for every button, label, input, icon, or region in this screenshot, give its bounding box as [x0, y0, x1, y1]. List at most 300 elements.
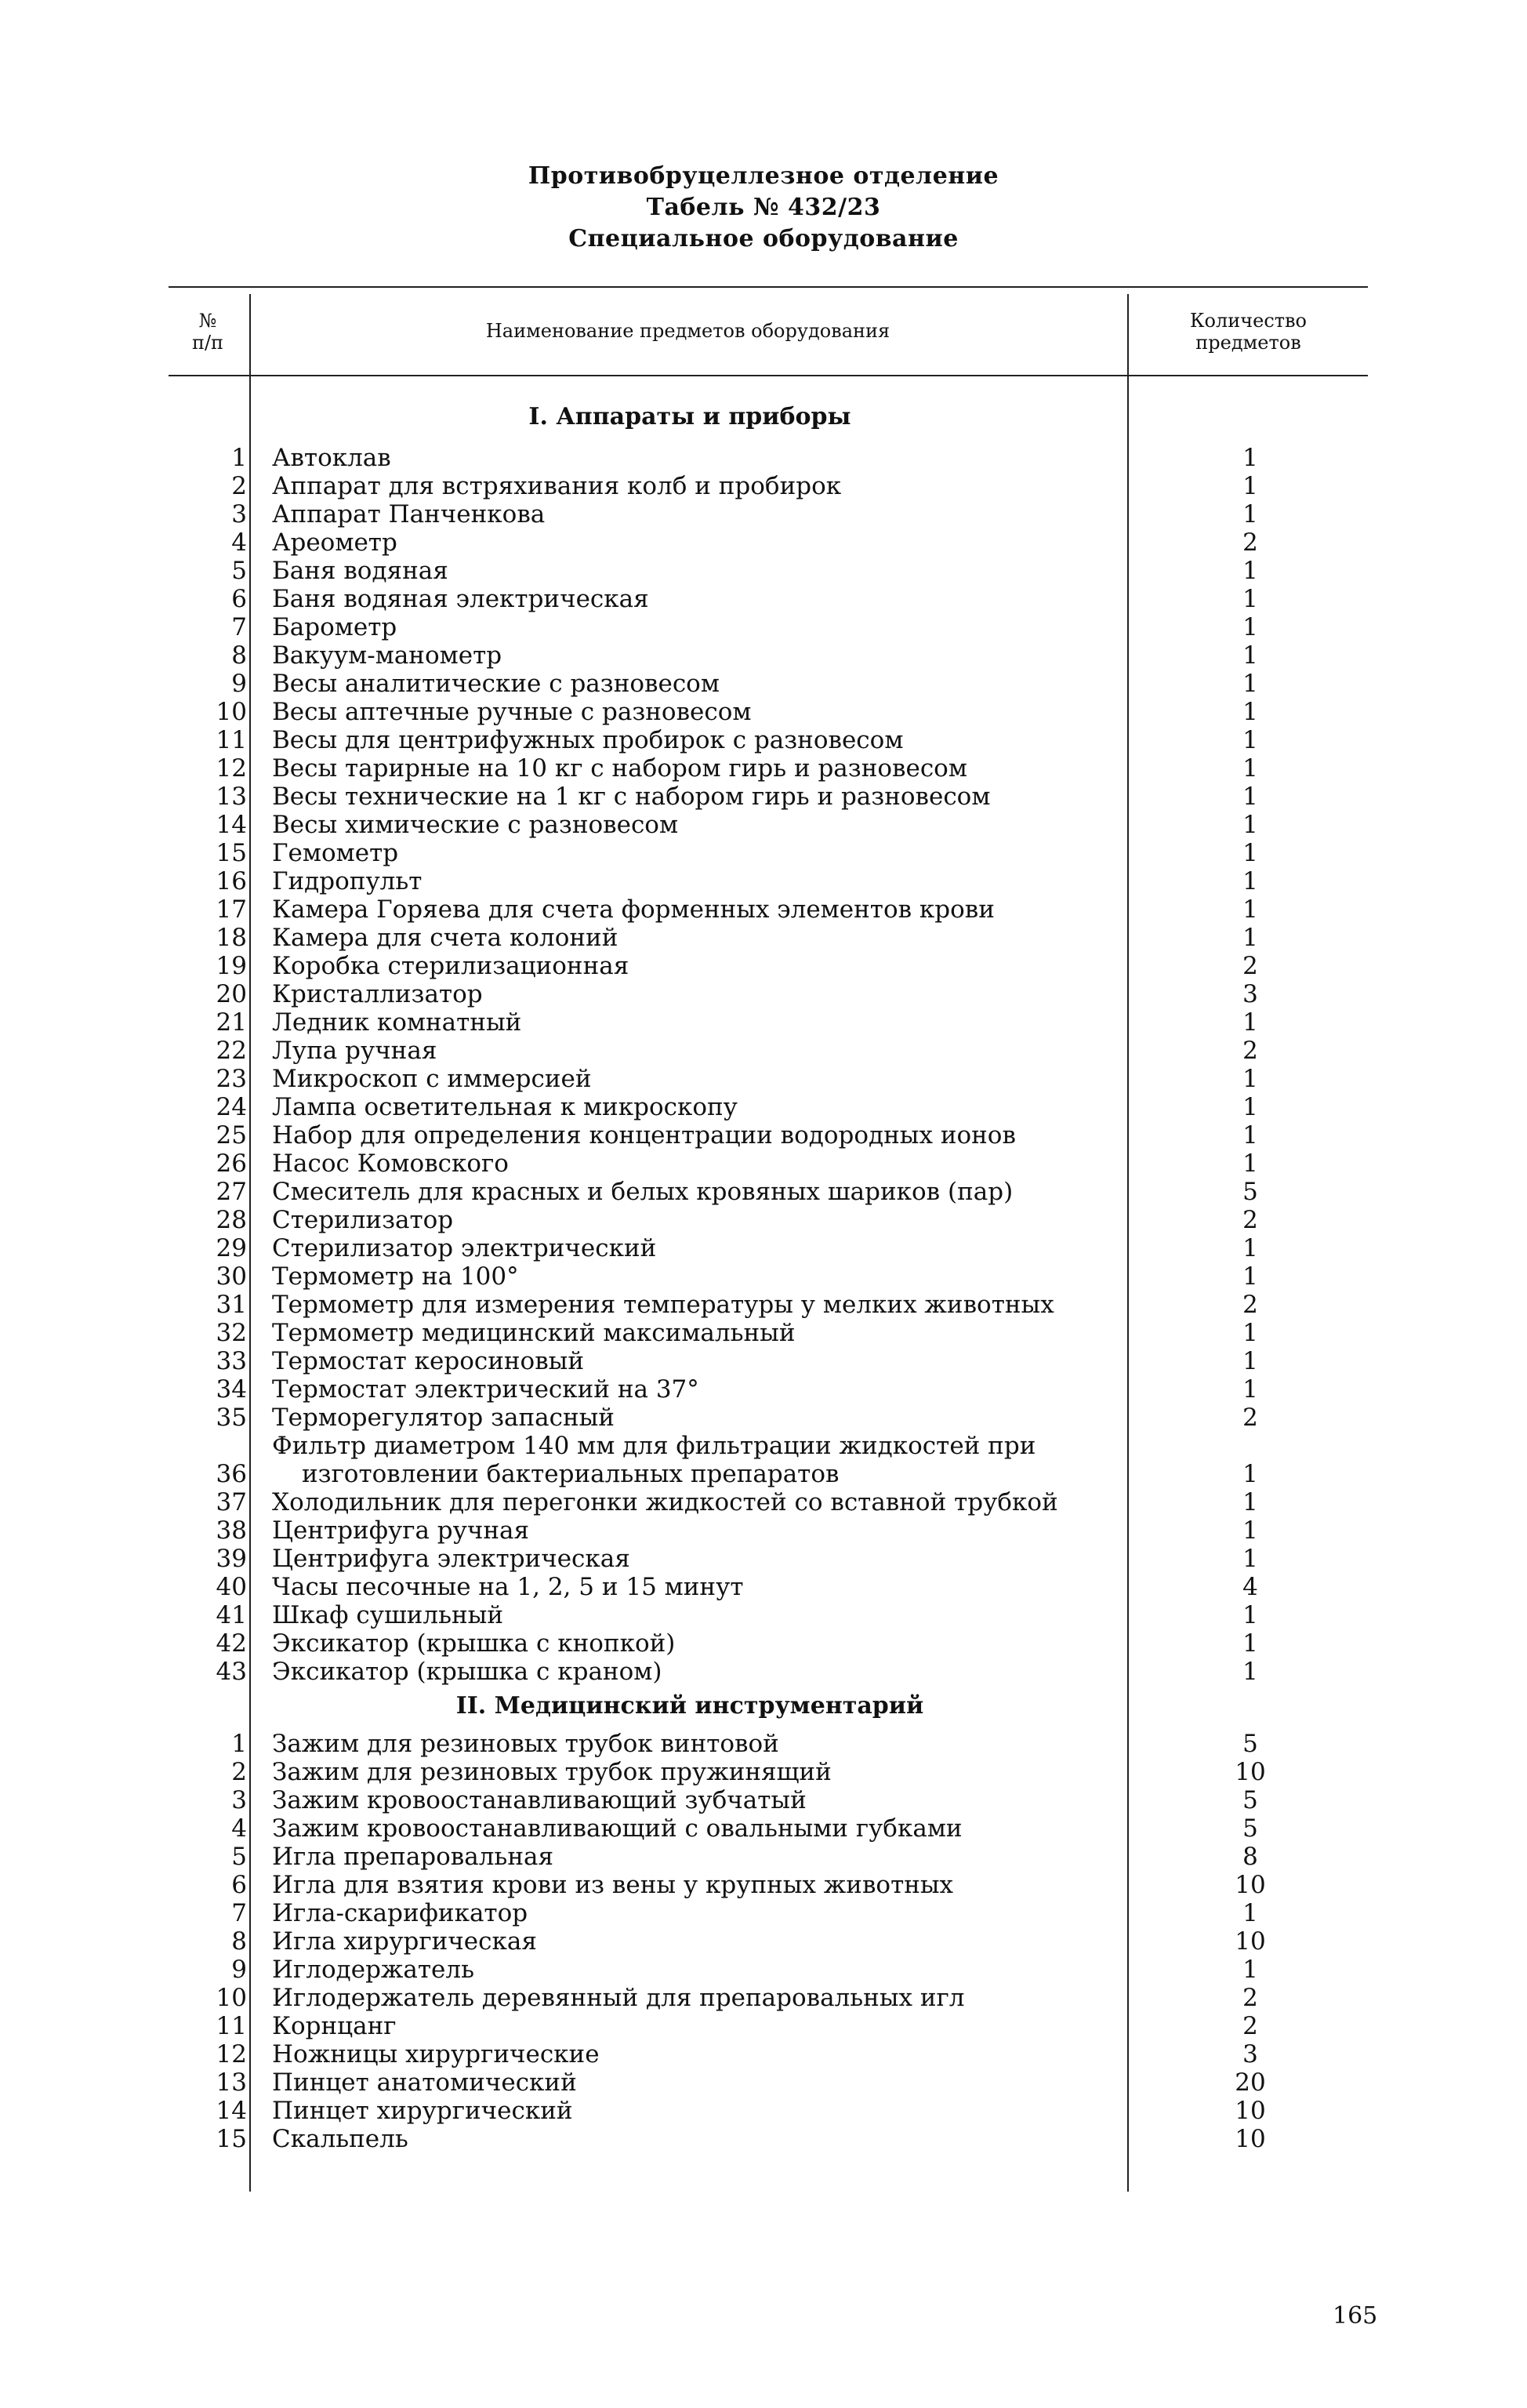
item-name — [272, 444, 1119, 472]
row-number: 2 — [231, 1758, 247, 1786]
item-quantity: 10 — [1235, 1927, 1266, 1956]
item-name-text: Зажим для резиновых трубок винтовой — [272, 1730, 784, 1758]
section-title-apparatus: I. Аппараты и приборы — [528, 403, 851, 430]
item-name-text: Терморегулятор запасный — [272, 1404, 619, 1432]
row-number: 10 — [216, 1984, 247, 2012]
item-name-text: Автоклав — [272, 444, 396, 472]
row-number: 20 — [216, 980, 247, 1008]
table-subject: Специальное оборудование — [568, 225, 959, 252]
item-name-text: Набор для определения концентрации водородных ионов — [272, 1121, 1021, 1150]
item-name — [272, 1758, 1119, 1786]
item-quantity: 2 — [1242, 1984, 1258, 2012]
item-name — [272, 1658, 1119, 1686]
item-name-text: Зажим кровоостанавливающий с овальными губками — [272, 1814, 967, 1843]
item-name-text: Весы аптечные ручные с разновесом — [272, 698, 756, 726]
item-quantity: 1 — [1242, 726, 1258, 754]
item-quantity: 1 — [1242, 1319, 1258, 1347]
item-name-text: Холодильник для перегонки жидкостей со вставной трубкой — [272, 1488, 1063, 1516]
row-number: 3 — [231, 1786, 247, 1814]
item-name-text: Термометр медицинский максимальный — [272, 1319, 800, 1347]
row-number: 35 — [216, 1404, 247, 1432]
item-name — [272, 500, 1119, 528]
item-name — [272, 1432, 1119, 1488]
table-row — [169, 867, 1368, 895]
item-quantity: 1 — [1242, 1347, 1258, 1375]
item-quantity: 1 — [1242, 670, 1258, 698]
item-name-text: Лупа ручная — [272, 1037, 441, 1065]
row-number: 43 — [216, 1658, 247, 1686]
table-row — [169, 1319, 1368, 1347]
item-name — [272, 1488, 1119, 1516]
item-name-text: Камера Горяева для счета форменных элементов крови — [272, 895, 999, 924]
item-name-text: Фильтр диаметром 140 мм для фильтрации жидкостей при — [272, 1432, 1040, 1460]
item-quantity: 1 — [1242, 613, 1258, 641]
item-quantity: 5 — [1242, 1730, 1258, 1758]
item-name — [272, 1121, 1119, 1150]
item-quantity: 1 — [1242, 1545, 1258, 1573]
table-row — [169, 1291, 1368, 1319]
department-title: Противобруцеллезное отделение — [528, 162, 999, 190]
item-name — [272, 557, 1119, 585]
item-name-text: Аппарат для встряхивания колб и пробирок — [272, 472, 846, 500]
item-name — [272, 1516, 1119, 1545]
row-number: 18 — [216, 924, 247, 952]
table-row — [169, 839, 1368, 867]
table-row — [169, 585, 1368, 613]
row-number: 19 — [216, 952, 247, 980]
table-row — [169, 924, 1368, 952]
item-name — [272, 1178, 1119, 1206]
row-number: 1 — [231, 1730, 247, 1758]
column-header-quantity — [1129, 310, 1368, 354]
item-name-text: Термометр на 100° — [272, 1262, 524, 1291]
row-number: 23 — [216, 1065, 247, 1093]
item-name-text: Пинцет хирургический — [272, 2097, 578, 2125]
row-number: 2 — [231, 472, 247, 500]
item-quantity: 20 — [1235, 2068, 1266, 2097]
item-name-text: Смеситель для красных и белых кровяных шариков (пар) — [272, 1178, 1017, 1206]
item-quantity: 4 — [1242, 1573, 1258, 1601]
item-name-text: Камера для счета колоний — [272, 924, 622, 952]
table-row — [169, 1065, 1368, 1093]
item-name — [272, 952, 1119, 980]
item-name — [272, 1601, 1119, 1629]
item-quantity: 1 — [1242, 1121, 1258, 1150]
item-name — [272, 1814, 1119, 1843]
table-row — [169, 1786, 1368, 1814]
item-name — [272, 924, 1119, 952]
item-name — [272, 1786, 1119, 1814]
row-number: 41 — [216, 1601, 247, 1629]
table-row — [169, 2068, 1368, 2097]
item-quantity: 5 — [1242, 1786, 1258, 1814]
item-quantity: 1 — [1242, 811, 1258, 839]
item-name — [272, 2040, 1119, 2068]
table-row — [169, 1150, 1368, 1178]
row-number: 15 — [216, 2125, 247, 2153]
item-quantity: 1 — [1242, 867, 1258, 895]
item-name-text: Игла препаровальная — [272, 1843, 558, 1871]
table-row — [169, 1927, 1368, 1956]
item-quantity: 1 — [1242, 754, 1258, 783]
item-quantity: 10 — [1235, 2125, 1266, 2153]
table-row — [169, 1375, 1368, 1404]
item-quantity: 2 — [1242, 1206, 1258, 1234]
page-number: 165 — [1333, 2302, 1378, 2330]
item-name-text: Весы аналитические с разновесом — [272, 670, 724, 698]
row-number: 12 — [216, 754, 247, 783]
table-row — [169, 1234, 1368, 1262]
item-name — [272, 1573, 1119, 1601]
item-name — [272, 1291, 1119, 1319]
item-name — [272, 1206, 1119, 1234]
table-row — [169, 698, 1368, 726]
row-number: 42 — [216, 1629, 247, 1658]
row-number: 38 — [216, 1516, 247, 1545]
table-row — [169, 1121, 1368, 1150]
item-name — [272, 1093, 1119, 1121]
item-name-text: Гидропульт — [272, 867, 426, 895]
item-name-text: Вакуум-манометр — [272, 641, 506, 670]
item-name-text: Зажим кровоостанавливающий зубчатый — [272, 1786, 811, 1814]
item-name — [272, 2125, 1119, 2153]
item-quantity: 5 — [1242, 1814, 1258, 1843]
item-name — [272, 1375, 1119, 1404]
instruments-list — [169, 1730, 1368, 2153]
item-name-text: Весы химические с разновесом — [272, 811, 683, 839]
row-number: 40 — [216, 1573, 247, 1601]
row-number: 13 — [216, 2068, 247, 2097]
item-name-continuation: изготовлении бактериальных препаратов — [272, 1460, 1119, 1488]
row-number: 22 — [216, 1037, 247, 1065]
item-quantity: 1 — [1242, 1601, 1258, 1629]
table-row — [169, 1432, 1368, 1488]
table-row — [169, 1516, 1368, 1545]
item-name — [272, 1545, 1119, 1573]
item-name — [272, 1150, 1119, 1178]
table-row — [169, 1814, 1368, 1843]
row-number: 26 — [216, 1150, 247, 1178]
item-quantity: 1 — [1242, 444, 1258, 472]
row-number: 6 — [231, 585, 247, 613]
item-name-text: Гемометр — [272, 839, 403, 867]
table-row — [169, 895, 1368, 924]
row-number: 5 — [231, 557, 247, 585]
row-number: 14 — [216, 2097, 247, 2125]
item-name-text: Эксикатор (крышка с кнопкой) — [272, 1629, 680, 1658]
item-name — [272, 726, 1119, 754]
item-name-text: Ледник комнатный — [272, 1008, 526, 1037]
row-number: 13 — [216, 783, 247, 811]
item-quantity: 1 — [1242, 1956, 1258, 1984]
row-number: 14 — [216, 811, 247, 839]
item-name — [272, 528, 1119, 557]
item-name — [272, 670, 1119, 698]
row-number: 17 — [216, 895, 247, 924]
row-number: 4 — [231, 528, 247, 557]
item-name — [272, 472, 1119, 500]
row-number: 33 — [216, 1347, 247, 1375]
item-name — [272, 1927, 1119, 1956]
item-name — [272, 698, 1119, 726]
item-quantity: 2 — [1242, 952, 1258, 980]
table-row — [169, 811, 1368, 839]
item-quantity: 1 — [1242, 1065, 1258, 1093]
item-name-text: Аппарат Панченкова — [272, 500, 550, 528]
column-header-number-symbol: № — [198, 310, 217, 332]
item-name — [272, 754, 1119, 783]
item-name-text: Весы тарирные на 10 кг с набором гирь и разновесом — [272, 754, 972, 783]
item-name-text: Стерилизатор электрический — [272, 1234, 661, 1262]
table-row — [169, 1899, 1368, 1927]
item-name — [272, 1008, 1119, 1037]
table-row — [169, 1093, 1368, 1121]
table-row — [169, 726, 1368, 754]
row-number: 34 — [216, 1375, 247, 1404]
item-name — [272, 1404, 1119, 1432]
item-name-text: Насос Комовского — [272, 1150, 513, 1178]
item-quantity: 1 — [1242, 1899, 1258, 1927]
table-row — [169, 670, 1368, 698]
item-name-text: Коробка стерилизационная — [272, 952, 633, 980]
item-quantity: 1 — [1242, 698, 1258, 726]
top-rule — [169, 286, 1368, 288]
table-row — [169, 500, 1368, 528]
table-row — [169, 1008, 1368, 1037]
item-name — [272, 1956, 1119, 1984]
item-name-text: Ножницы хирургические — [272, 2040, 604, 2068]
item-name — [272, 1843, 1119, 1871]
item-name-text: Ареометр — [272, 528, 402, 557]
item-name — [272, 1730, 1119, 1758]
item-name-text: Лампа осветительная к микроскопу — [272, 1093, 742, 1121]
item-name — [272, 895, 1119, 924]
item-quantity: 1 — [1242, 557, 1258, 585]
item-name-text: Корнцанг — [272, 2012, 401, 2040]
item-name — [272, 811, 1119, 839]
table-row — [169, 1347, 1368, 1375]
row-number: 7 — [231, 613, 247, 641]
row-number: 30 — [216, 1262, 247, 1291]
row-number: 15 — [216, 839, 247, 867]
item-name-text: Центрифуга электрическая — [272, 1545, 635, 1573]
table-row — [169, 754, 1368, 783]
row-number: 5 — [231, 1843, 247, 1871]
table-row — [169, 1206, 1368, 1234]
row-number: 28 — [216, 1206, 247, 1234]
table-row — [169, 1658, 1368, 1686]
row-number: 11 — [216, 2012, 247, 2040]
row-number: 29 — [216, 1234, 247, 1262]
table-row — [169, 1871, 1368, 1899]
row-number: 8 — [231, 641, 247, 670]
item-quantity: 1 — [1242, 1234, 1258, 1262]
item-name-text: Игла для взятия крови из вены у крупных животных — [272, 1871, 958, 1899]
row-number: 31 — [216, 1291, 247, 1319]
item-quantity: 8 — [1242, 1843, 1258, 1871]
item-name — [272, 1871, 1119, 1899]
item-name-text: Баня водяная — [272, 557, 453, 585]
item-name-text: Термостат керосиновый — [272, 1347, 589, 1375]
item-name-text: Игла-скарификатор — [272, 1899, 532, 1927]
row-number: 3 — [231, 500, 247, 528]
item-name-text: Кристаллизатор — [272, 980, 488, 1008]
item-quantity: 1 — [1242, 783, 1258, 811]
row-number: 10 — [216, 698, 247, 726]
item-name-text: Пинцет анатомический — [272, 2068, 582, 2097]
item-quantity: 1 — [1242, 1150, 1258, 1178]
item-name-text: Игла хирургическая — [272, 1927, 542, 1956]
item-name — [272, 1037, 1119, 1065]
row-number: 16 — [216, 867, 247, 895]
item-quantity: 1 — [1242, 1658, 1258, 1686]
item-name-text: Зажим для резиновых трубок пружинящий — [272, 1758, 836, 1786]
column-header-quantity-line1: Количество — [1189, 310, 1307, 332]
row-number: 27 — [216, 1178, 247, 1206]
row-number: 39 — [216, 1545, 247, 1573]
row-number: 8 — [231, 1927, 247, 1956]
header-bottom-rule — [169, 375, 1368, 376]
item-name — [272, 613, 1119, 641]
row-number: 6 — [231, 1871, 247, 1899]
table-row — [169, 1758, 1368, 1786]
item-name-text: Весы технические на 1 кг с набором гирь и разновесом — [272, 783, 995, 811]
item-name — [272, 2068, 1119, 2097]
item-name-text: Эксикатор (крышка с краном) — [272, 1658, 666, 1686]
item-quantity: 1 — [1242, 1460, 1258, 1488]
item-name-text: Термостат электрический на 37° — [272, 1375, 704, 1404]
table-row — [169, 1629, 1368, 1658]
item-quantity: 1 — [1242, 1093, 1258, 1121]
table-row — [169, 2040, 1368, 2068]
apparatus-list — [169, 444, 1368, 1686]
row-number: 36 — [216, 1460, 247, 1488]
table-row — [169, 1404, 1368, 1432]
item-quantity: 3 — [1242, 2040, 1258, 2068]
table-row — [169, 1262, 1368, 1291]
column-header-number-abbr: п/п — [191, 332, 224, 354]
item-name — [272, 783, 1119, 811]
item-quantity: 2 — [1242, 1291, 1258, 1319]
table-row — [169, 952, 1368, 980]
item-quantity: 1 — [1242, 1516, 1258, 1545]
item-quantity: 5 — [1242, 1178, 1258, 1206]
item-quantity: 1 — [1242, 472, 1258, 500]
item-name — [272, 1899, 1119, 1927]
table-row — [169, 2125, 1368, 2153]
table-row — [169, 2012, 1368, 2040]
item-name — [272, 2012, 1119, 2040]
item-name — [272, 1984, 1119, 2012]
row-number: 32 — [216, 1319, 247, 1347]
item-name — [272, 1065, 1119, 1093]
table-row — [169, 980, 1368, 1008]
table-row — [169, 528, 1368, 557]
item-quantity: 2 — [1242, 528, 1258, 557]
item-name — [272, 585, 1119, 613]
table-row — [169, 472, 1368, 500]
item-quantity: 1 — [1242, 1008, 1258, 1037]
item-name — [272, 1262, 1119, 1291]
row-number: 21 — [216, 1008, 247, 1037]
table-row — [169, 2097, 1368, 2125]
item-quantity: 2 — [1242, 1037, 1258, 1065]
item-name-text: Иглодержатель деревянный для препаровальных игл — [272, 1984, 969, 2012]
column-header-quantity-line2: предметов — [1195, 332, 1301, 354]
row-number: 11 — [216, 726, 247, 754]
item-name — [272, 980, 1119, 1008]
item-name-text: Барометр — [272, 613, 401, 641]
item-quantity: 2 — [1242, 2012, 1258, 2040]
item-quantity: 3 — [1242, 980, 1258, 1008]
item-name-text: Центрифуга ручная — [272, 1516, 534, 1545]
item-quantity: 1 — [1242, 1629, 1258, 1658]
item-quantity: 1 — [1242, 1262, 1258, 1291]
item-name-text: Часы песочные на 1, 2, 5 и 15 минут — [272, 1573, 748, 1601]
column-header-number — [169, 310, 247, 354]
table-row — [169, 1984, 1368, 2012]
row-number: 4 — [231, 1814, 247, 1843]
table-row — [169, 613, 1368, 641]
item-quantity: 10 — [1235, 1871, 1266, 1899]
table-row — [169, 641, 1368, 670]
table-row — [169, 1178, 1368, 1206]
item-name — [272, 641, 1119, 670]
row-number: 9 — [231, 1956, 247, 1984]
table-row — [169, 783, 1368, 811]
item-quantity: 1 — [1242, 500, 1258, 528]
item-quantity: 1 — [1242, 1375, 1258, 1404]
item-quantity: 1 — [1242, 839, 1258, 867]
item-name — [272, 2097, 1119, 2125]
table-row — [169, 1730, 1368, 1758]
table-row — [169, 557, 1368, 585]
row-number: 37 — [216, 1488, 247, 1516]
row-number: 1 — [231, 444, 247, 472]
item-name-text: Скальпель — [272, 2125, 413, 2153]
table-row — [169, 1488, 1368, 1516]
item-quantity: 1 — [1242, 641, 1258, 670]
item-quantity: 10 — [1235, 1758, 1266, 1786]
row-number: 9 — [231, 670, 247, 698]
page-title-block — [0, 161, 1527, 255]
item-name-text: Термометр для измерения температуры у мелких животных — [272, 1291, 1059, 1319]
table-row — [169, 1843, 1368, 1871]
item-name-text: Весы для центрифужных пробирок с разновесом — [272, 726, 908, 754]
item-quantity: 2 — [1242, 1404, 1258, 1432]
table-row — [169, 1956, 1368, 1984]
table-row — [169, 1037, 1368, 1065]
table-number: Табель № 432/23 — [646, 194, 881, 221]
item-quantity: 1 — [1242, 585, 1258, 613]
table-row — [169, 1545, 1368, 1573]
row-number: 7 — [231, 1899, 247, 1927]
table-row — [169, 1573, 1368, 1601]
row-number: 12 — [216, 2040, 247, 2068]
item-name-text: Микроскоп с иммерсией — [272, 1065, 597, 1093]
item-name — [272, 1347, 1119, 1375]
row-number: 25 — [216, 1121, 247, 1150]
item-name-text: Иглодержатель — [272, 1956, 479, 1984]
item-name-text: Шкаф сушильный — [272, 1601, 508, 1629]
item-quantity: 10 — [1235, 2097, 1266, 2125]
item-name — [272, 867, 1119, 895]
item-name — [272, 1629, 1119, 1658]
table-row — [169, 444, 1368, 472]
item-name-text: Стерилизатор — [272, 1206, 458, 1234]
row-number: 24 — [216, 1093, 247, 1121]
table-row — [169, 1601, 1368, 1629]
